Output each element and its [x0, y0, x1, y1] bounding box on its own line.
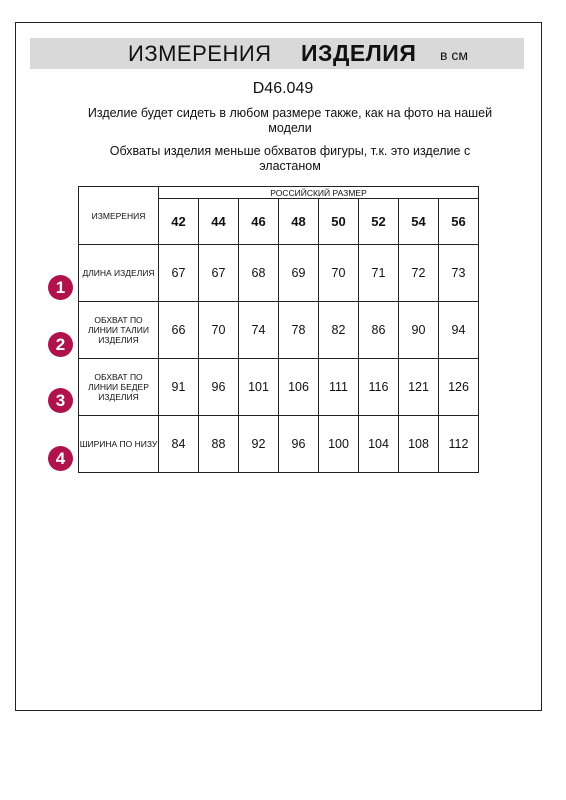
girth-note: Обхваты изделия меньше обхватов фигуры, т.к. это изделие с эластаном — [109, 144, 471, 173]
size-header: 42 — [159, 199, 199, 245]
table-cell: 106 — [279, 359, 319, 416]
table-cell: 101 — [239, 359, 279, 416]
table-cell: 111 — [319, 359, 359, 416]
table-cell: 121 — [399, 359, 439, 416]
table-cell: 68 — [239, 245, 279, 302]
article-code: D46.049 — [252, 80, 314, 97]
table-row — [79, 245, 479, 302]
table-cell: 73 — [439, 245, 479, 302]
row-label: ОБХВАТ ПО ЛИНИИ БЕДЕР ИЗДЕЛИЯ — [79, 359, 159, 416]
table-cell: 82 — [319, 302, 359, 359]
table-cell: 90 — [399, 302, 439, 359]
size-header: 48 — [279, 199, 319, 245]
row-label: ШИРИНА ПО НИЗУ — [79, 416, 159, 473]
table-cell: 96 — [199, 359, 239, 416]
table-cell: 84 — [159, 416, 199, 473]
table-cell: 100 — [319, 416, 359, 473]
row-label: ОБХВАТ ПО ЛИНИИ ТАЛИИ ИЗДЕЛИЯ — [79, 302, 159, 359]
row-number-badge: 2 — [48, 332, 73, 357]
row-number-badge: 3 — [48, 388, 73, 413]
table-cell: 70 — [199, 302, 239, 359]
title-banner — [30, 38, 524, 69]
table-cell: 96 — [279, 416, 319, 473]
row-number-badge: 1 — [48, 275, 73, 300]
measure-header: ИЗМЕРЕНИЯ — [79, 187, 159, 245]
size-group-header: РОССИЙСКИЙ РАЗМЕР — [159, 187, 479, 199]
table-cell: 70 — [319, 245, 359, 302]
table-row — [79, 416, 479, 473]
table-cell: 104 — [359, 416, 399, 473]
row-label: ДЛИНА ИЗДЕЛИЯ — [79, 245, 159, 302]
size-header: 56 — [439, 199, 479, 245]
table-cell: 92 — [239, 416, 279, 473]
table-cell: 112 — [439, 416, 479, 473]
title-part2: ИЗДЕЛИЯ — [301, 40, 417, 66]
title-part1: ИЗМЕРЕНИЯ — [128, 41, 272, 66]
table-cell: 67 — [159, 245, 199, 302]
size-header: 46 — [239, 199, 279, 245]
unit-label: в см — [440, 47, 468, 63]
table-cell: 86 — [359, 302, 399, 359]
table-cell: 74 — [239, 302, 279, 359]
table-cell: 126 — [439, 359, 479, 416]
size-header: 52 — [359, 199, 399, 245]
table-cell: 108 — [399, 416, 439, 473]
size-header: 50 — [319, 199, 359, 245]
table-cell: 69 — [279, 245, 319, 302]
table-cell: 116 — [359, 359, 399, 416]
fit-note: Изделие будет сидеть в любом размере также, как на фото на нашей модели — [87, 106, 493, 135]
size-table — [78, 186, 479, 473]
table-cell: 91 — [159, 359, 199, 416]
table-cell: 66 — [159, 302, 199, 359]
row-number-badge: 4 — [48, 446, 73, 471]
size-header: 44 — [199, 199, 239, 245]
size-header: 54 — [399, 199, 439, 245]
table-cell: 94 — [439, 302, 479, 359]
table-cell: 78 — [279, 302, 319, 359]
table-row — [79, 302, 479, 359]
table-cell: 67 — [199, 245, 239, 302]
table-cell: 71 — [359, 245, 399, 302]
table-cell: 72 — [399, 245, 439, 302]
table-row — [79, 359, 479, 416]
table-cell: 88 — [199, 416, 239, 473]
